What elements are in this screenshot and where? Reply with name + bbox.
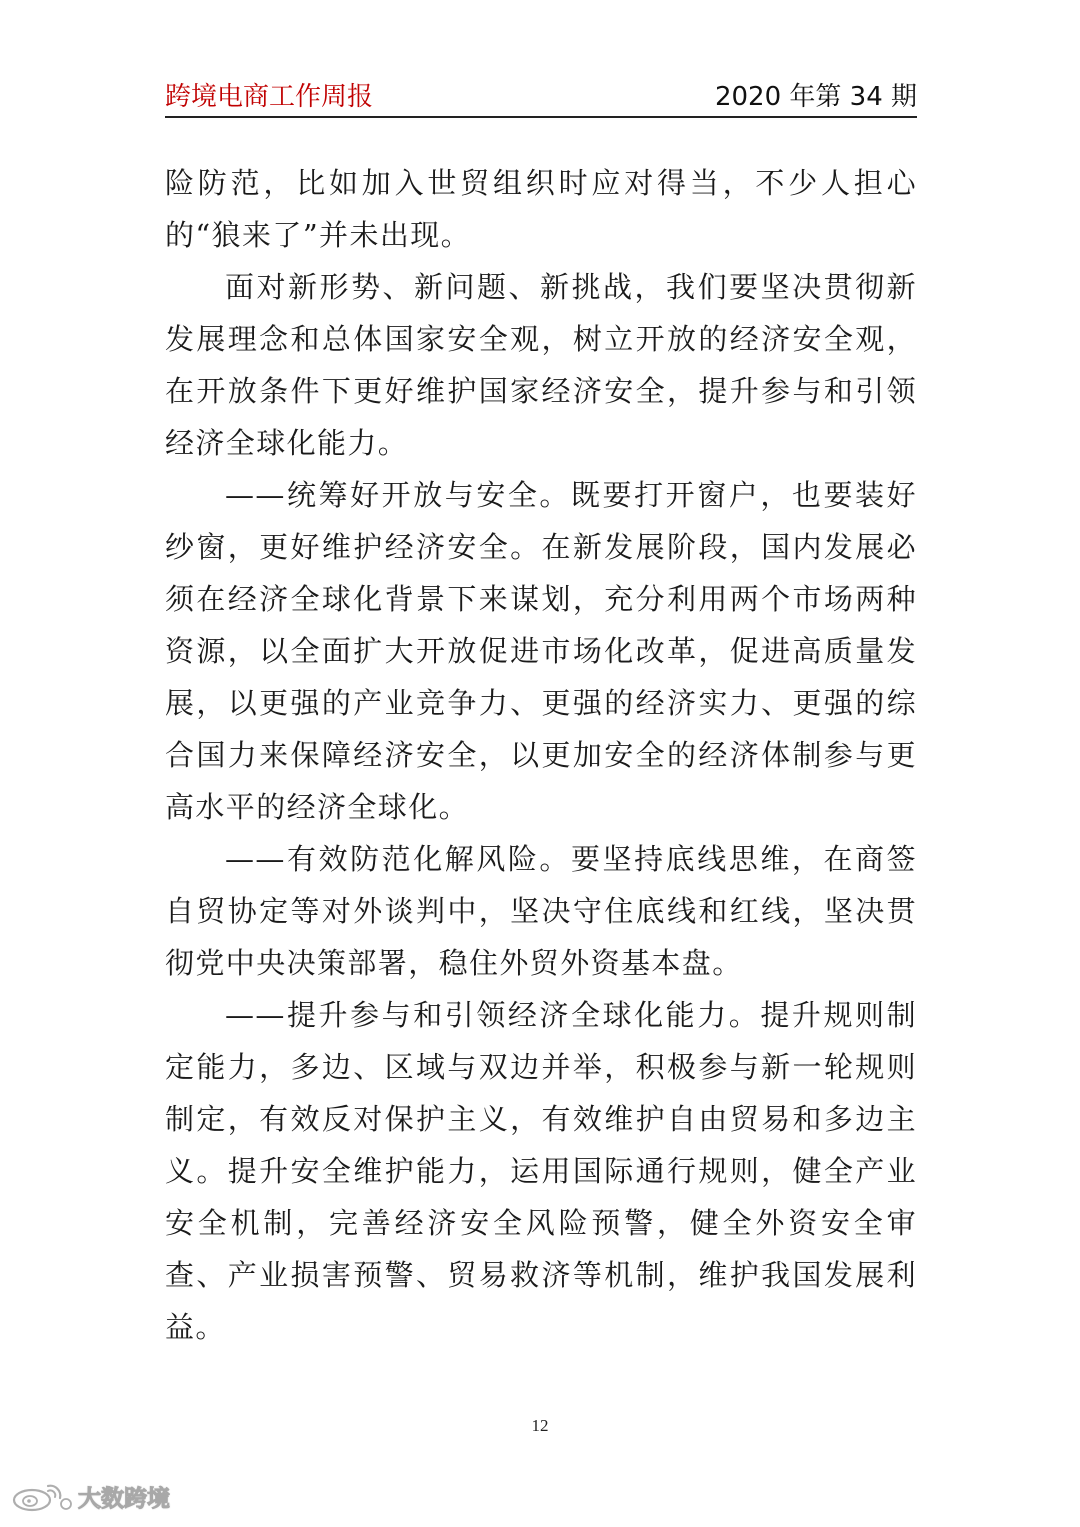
newsletter-title: 跨境电商工作周报 — [165, 82, 374, 112]
paragraph-point-risk-prevention: ——有效防范化解风险。要坚持底线思维，在商签自贸协定等对外谈判中，坚决守住底线和红线，坚决贯彻党中央决策部署，稳住外贸外资基本盘。 — [165, 842, 917, 980]
paragraph-point-openness-security: ——统筹好开放与安全。既要打开窗户，也要装好纱窗，更好维护经济安全。在新发展阶段，国内发展必须在经济全球化背景下来谋划，充分利用两个市场两种资源，以全面扩大开放促进市场化改革，促进高质量发展，以更强的产业竞争力、更强的经济实力、更强的综合国力来保障经济安全，以更加安全的经济体制参与更高水平的经济全球化。 — [165, 478, 917, 824]
page-header — [165, 70, 917, 118]
paragraph-intro: 面对新形势、新问题、新挑战，我们要坚决贯彻新发展理念和总体国家安全观，树立开放的经济安全观，在开放条件下更好维护国家经济安全，提升参与和引领经济全球化能力。 — [165, 270, 917, 460]
paragraph-point-globalization: ——提升参与和引领经济全球化能力。提升规则制定能力，多边、区域与双边并举，积极参与新一轮规则制定，有效反对保护主义，有效维护自由贸易和多边主义。提升安全维护能力，运用国际通行规则，健全产业安全机制，完善经济安全风险预警，健全外资安全审查、产业损害预警、贸易救济等机制，维护我国发展利益。 — [165, 998, 917, 1344]
issue-number: 2020 年第 34 期 — [714, 82, 917, 112]
weibo-logo-icon — [10, 1480, 72, 1512]
paragraph-continuation: 险防范，比如加入世贸组织时应对得当，不少人担心的“狼来了”并未出现。 — [165, 166, 917, 252]
article-body — [165, 157, 917, 1353]
watermark — [10, 1478, 170, 1514]
watermark-text: 大数跨境 — [78, 1485, 170, 1512]
page-number: 12 — [531, 1416, 549, 1435]
